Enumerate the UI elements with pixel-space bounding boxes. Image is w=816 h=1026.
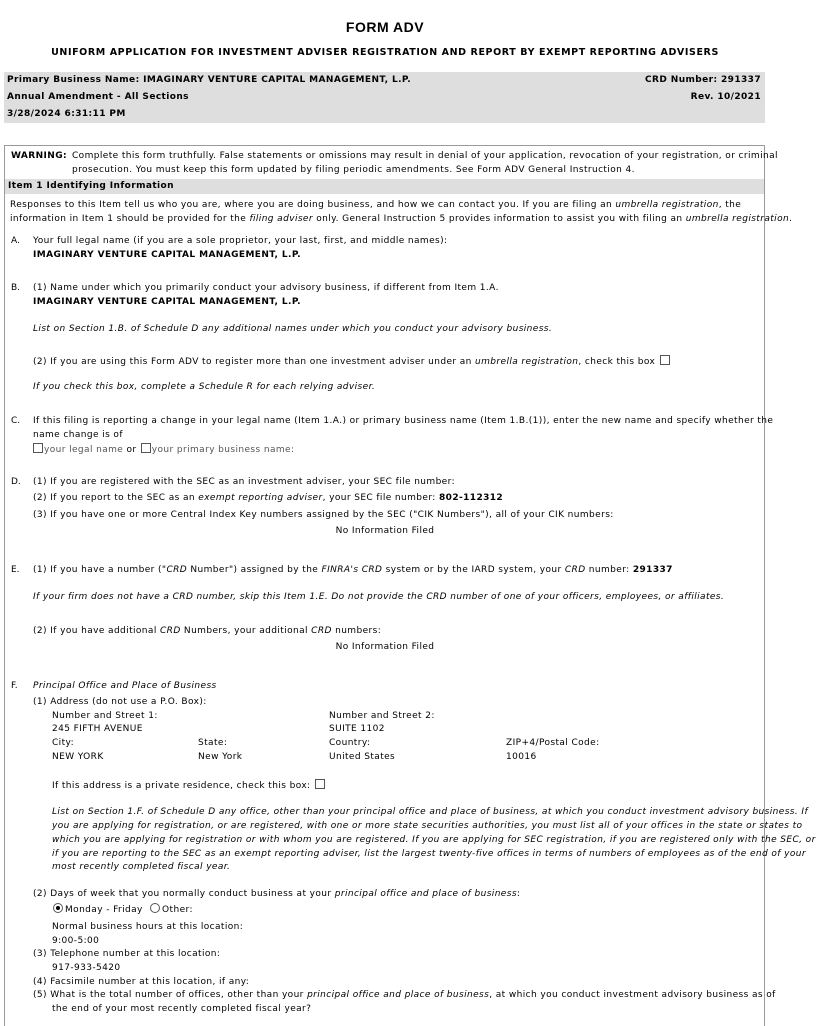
zip-value: 10016	[506, 752, 537, 762]
item-e-letter: E.	[11, 565, 20, 575]
item1-heading: Item 1 Identifying Information	[8, 181, 174, 191]
sec-file-number: 802-112312	[439, 493, 504, 503]
item-f-note-line-3: which you are applying for registration or with whom you are registered. If you are applying for SEC registration, if you are registered only with the SEC, or	[52, 835, 816, 845]
item1-heading-band	[5, 179, 764, 194]
item-f-note-line-4: if you are reporting to the SEC as an exempt reporting adviser, list the largest twenty-five offices in terms of numbers of employees as of the end of your	[52, 849, 806, 859]
days-other-radio[interactable]	[150, 903, 160, 913]
item-f-letter: F.	[11, 681, 18, 691]
days-options: Monday - Friday Other:	[53, 903, 193, 915]
item-e-question-2: (2) If you have additional CRD Numbers, your additional CRD numbers:	[33, 626, 382, 636]
item-c-question-line-2: name change is of	[33, 430, 123, 440]
form-title: FORM ADV	[345, 19, 425, 35]
country-label: Country:	[329, 738, 371, 748]
item-f-note-line-1: List on Section 1.F. of Schedule D any office, other than your principal office and place of business, at which you conduct investment advisory business. If	[52, 807, 809, 817]
street1-value: 245 FIFTH AVENUE	[52, 724, 143, 734]
item1-intro-line-1: Responses to this Item tell us who you are, where you are doing business, and how we can contact you. If you are filing an umbrella registration, the	[10, 200, 742, 210]
item-b-answer-1: IMAGINARY VENTURE CAPITAL MANAGEMENT, L.P.	[33, 297, 301, 307]
crd-number-value: 291337	[632, 565, 673, 575]
item-a-answer: IMAGINARY VENTURE CAPITAL MANAGEMENT, L.P.	[33, 250, 301, 260]
street2-label: Number and Street 2:	[329, 711, 435, 721]
item-f-question-5-line-2: the end of your most recently completed fiscal year?	[52, 1004, 312, 1014]
item-f-question-3: (3) Telephone number at this location:	[33, 949, 221, 959]
item-b-question-2: (2) If you are using this Form ADV to register more than one investment adviser under an umbrella registration, check this box	[33, 355, 671, 367]
item-b-note-1: List on Section 1.B. of Schedule D any additional names under which you conduct your advisory business.	[33, 324, 553, 334]
state-label: State:	[198, 738, 228, 748]
item-d-question-1: (1) If you are registered with the SEC as an investment adviser, your SEC file number:	[33, 477, 455, 487]
item-f-question-2: (2) Days of week that you normally conduct business at your principal office and place of business:	[33, 889, 521, 899]
business-name-change-checkbox[interactable]	[141, 443, 151, 453]
zip-label: ZIP+4/Postal Code:	[506, 738, 600, 748]
legal-name-change-checkbox[interactable]	[33, 443, 43, 453]
timestamp: 3/28/2024 6:31:11 PM	[7, 109, 126, 119]
city-label: City:	[52, 738, 75, 748]
private-residence-question: If this address is a private residence, check this box:	[52, 779, 326, 791]
street2-value: SUITE 1102	[329, 724, 385, 734]
item-f-note-line-5: most recently completed fiscal year.	[52, 862, 231, 872]
warning-line-1: Complete this form truthfully. False statements or omissions may result in denial of your application, revocation of your registration, or criminal	[72, 151, 778, 161]
item-b-note-2: If you check this box, complete a Schedule R for each relying adviser.	[33, 382, 376, 392]
form-subtitle: UNIFORM APPLICATION FOR INVESTMENT ADVISER REGISTRATION AND REPORT BY EXEMPT REPORTING ADVISERS	[51, 47, 719, 58]
item-e-question-1: (1) If you have a number ("CRD Number") assigned by the FINRA's CRD system or by the IARD system, your CRD number: 291337	[33, 565, 673, 575]
item-d-question-2: (2) If you report to the SEC as an exempt reporting adviser, your SEC file number: 802-112312	[33, 493, 504, 503]
private-residence-checkbox[interactable]	[315, 779, 325, 789]
umbrella-registration-checkbox[interactable]	[660, 355, 670, 365]
item-e-note: If your firm does not have a CRD number, skip this Item 1.E. Do not provide the CRD number of one of your officers, employees, or affiliates.	[33, 592, 725, 602]
item-f-heading: Principal Office and Place of Business	[33, 681, 217, 691]
state-value: New York	[198, 752, 243, 762]
crd-number: CRD Number: 291337	[645, 75, 761, 85]
item-a-question: Your full legal name (if you are a sole proprietor, your last, first, and middle names):	[33, 236, 448, 246]
country-value: United States	[329, 752, 396, 762]
cik-numbers-value: No Information Filed	[335, 526, 435, 536]
hours-value: 9:00-5:00	[52, 936, 100, 946]
item-d-question-3: (3) If you have one or more Central Index Key numbers assigned by the SEC ("CIK Numbers"), all of your CIK numbers:	[33, 510, 614, 520]
item-d-letter: D.	[11, 477, 21, 487]
item-f-question-1: (1) Address (do not use a P.O. Box):	[33, 697, 207, 707]
warning-label: WARNING:	[11, 151, 68, 161]
item-b-letter: B.	[11, 283, 21, 293]
primary-business-name: Primary Business Name: IMAGINARY VENTURE CAPITAL MANAGEMENT, L.P.	[7, 75, 412, 85]
item-a-letter: A.	[11, 236, 20, 246]
item-f-question-4: (4) Facsimile number at this location, if any:	[33, 977, 250, 987]
item-c-options: your legal name or your primary business name:	[32, 443, 294, 455]
revision: Rev. 10/2021	[690, 92, 761, 102]
item-f-note-line-2: you are applying for registration, or are registered, with one or more state securities authorities, you must list all of your offices in the state or states to	[52, 821, 803, 831]
hours-label: Normal business hours at this location:	[52, 922, 244, 932]
phone-value: 917-933-5420	[52, 963, 121, 973]
item-c-question-line-1: If this filing is reporting a change in your legal name (Item 1.A.) or primary business name (Item 1.B.(1)), enter the new name and specify whether the	[33, 416, 774, 426]
item-b-question-1: (1) Name under which you primarily conduct your advisory business, if different from Item 1.A.	[33, 283, 499, 293]
item-c-letter: C.	[11, 416, 21, 426]
street1-label: Number and Street 1:	[52, 711, 158, 721]
header-row-timestamp	[4, 106, 765, 123]
days-monday-friday-radio[interactable]	[53, 903, 63, 913]
item-f-question-5: (5) What is the total number of offices, other than your principal office and place of business, at which you conduct investment advisory business as of	[33, 990, 776, 1000]
additional-crd-value: No Information Filed	[335, 642, 435, 652]
header-row-filing	[4, 89, 765, 106]
city-value: NEW YORK	[52, 752, 104, 762]
item1-intro-line-2: information in Item 1 should be provided for the filing adviser only. General Instruction 5 provides information to assist you with filing an umbrella registration.	[10, 214, 793, 224]
filing-type: Annual Amendment - All Sections	[7, 92, 189, 102]
warning-line-2: prosecution. You must keep this form updated by filing periodic amendments. See Form ADV General Instruction 4.	[72, 165, 635, 175]
header-row-business	[4, 72, 765, 89]
